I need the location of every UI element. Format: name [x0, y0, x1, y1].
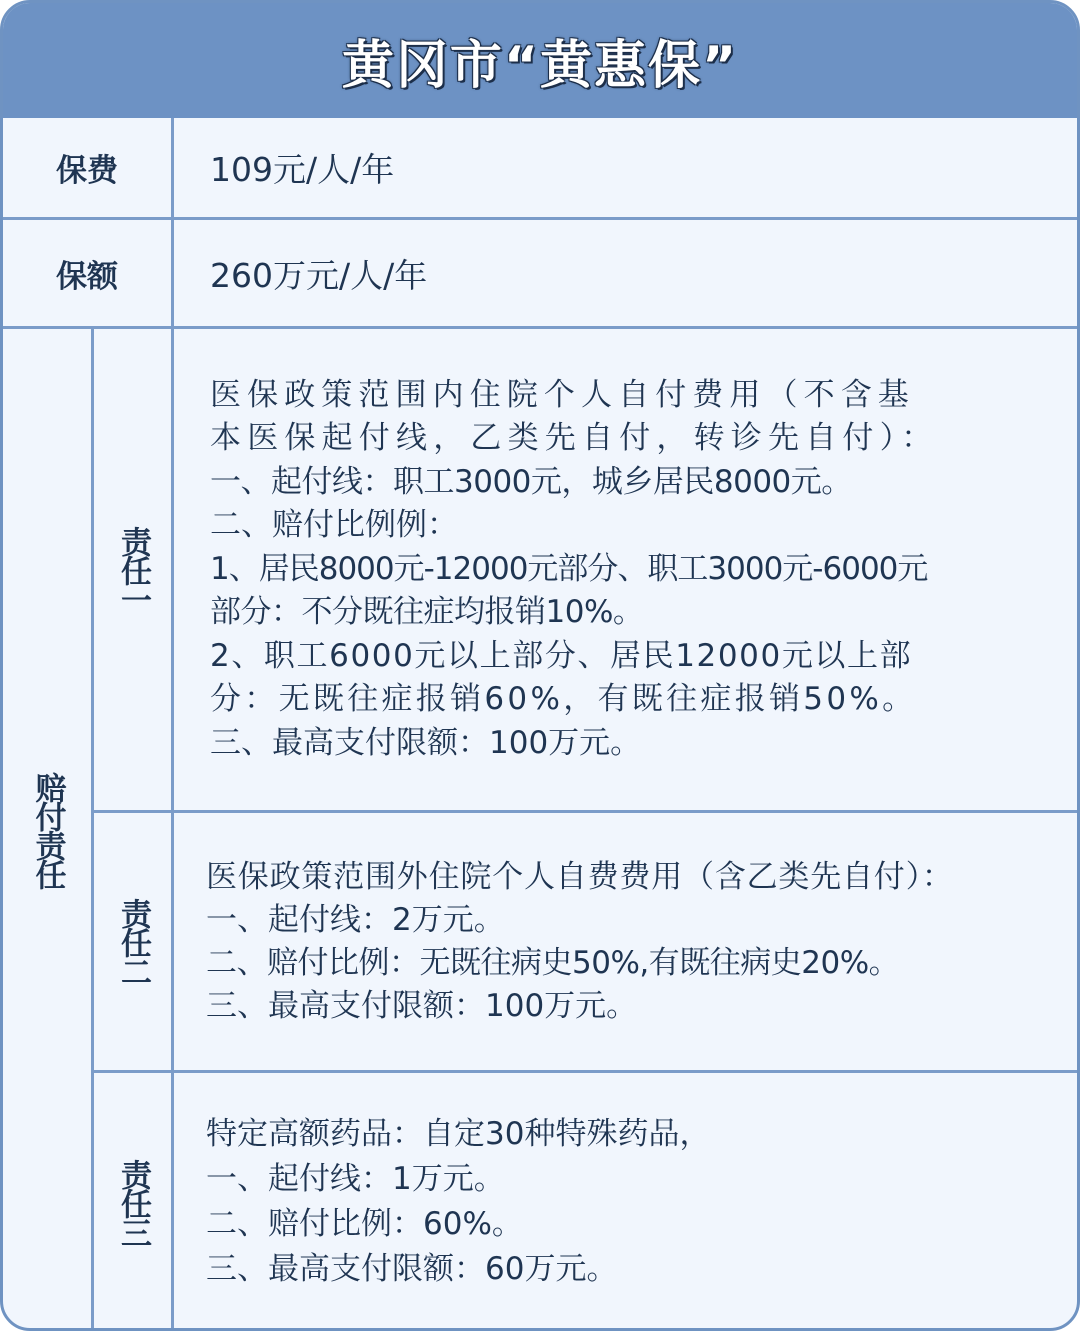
detail-line: 三、最高支付限额：100万元。	[210, 724, 642, 761]
liability-3-details	[206, 1073, 1055, 1331]
page-title: 黄冈市“黄惠保”	[341, 36, 739, 96]
premium-value: 109元/人/年	[210, 150, 395, 189]
detail-line: 特定高额药品：自定30种特殊药品，	[206, 1116, 711, 1152]
liability-group-label: 赔付责任	[29, 772, 66, 888]
detail-line: 1、居民8000元-12000元部分、职工3000元-6000元	[210, 550, 928, 587]
detail-line: 一、起付线：职工3000元，城乡居民8000元。	[210, 463, 852, 500]
detail-line: 本医保起付线，乙类先自付，转诊先自付）：	[210, 420, 939, 457]
liability-2-label: 责任二	[115, 898, 151, 985]
premium-label: 保费	[56, 153, 118, 189]
liability-1-label: 责任一	[115, 526, 151, 613]
detail-line: 一、起付线：1万元。	[206, 1161, 505, 1197]
coverage-label: 保额	[56, 258, 118, 295]
detail-line: 医保政策范围外住院个人自费费用（含乙类先自付）：	[206, 858, 954, 895]
detail-line: 一、起付线：2万元。	[206, 901, 505, 938]
liability-1-details	[210, 329, 1055, 810]
detail-line: 2、职工6000元以上部分、居民12000元以上部	[210, 637, 913, 674]
liability-2-details	[206, 813, 1055, 1070]
detail-line: 部分：不分既往症均报销10%。	[210, 594, 644, 631]
column-divider	[171, 118, 174, 1328]
detail-line: 二、赔付比例：60%。	[206, 1206, 523, 1242]
table-header	[3, 3, 1077, 118]
detail-line: 三、最高支付限额：100万元。	[206, 987, 638, 1024]
detail-line: 医保政策范围内住院个人自付费用（不含基	[210, 376, 915, 413]
liability-3-label: 责任三	[115, 1158, 151, 1246]
coverage-value: 260万元/人/年	[210, 255, 428, 295]
detail-line: 二、赔付比例：无既往病史50%,有既往病史20%。	[206, 944, 900, 981]
detail-line: 二、赔付比例例：	[210, 507, 458, 544]
detail-line: 分：无既往症报销60%，有既往症报销50%。	[210, 681, 917, 718]
detail-line: 三、最高支付限额：60万元。	[206, 1251, 618, 1287]
